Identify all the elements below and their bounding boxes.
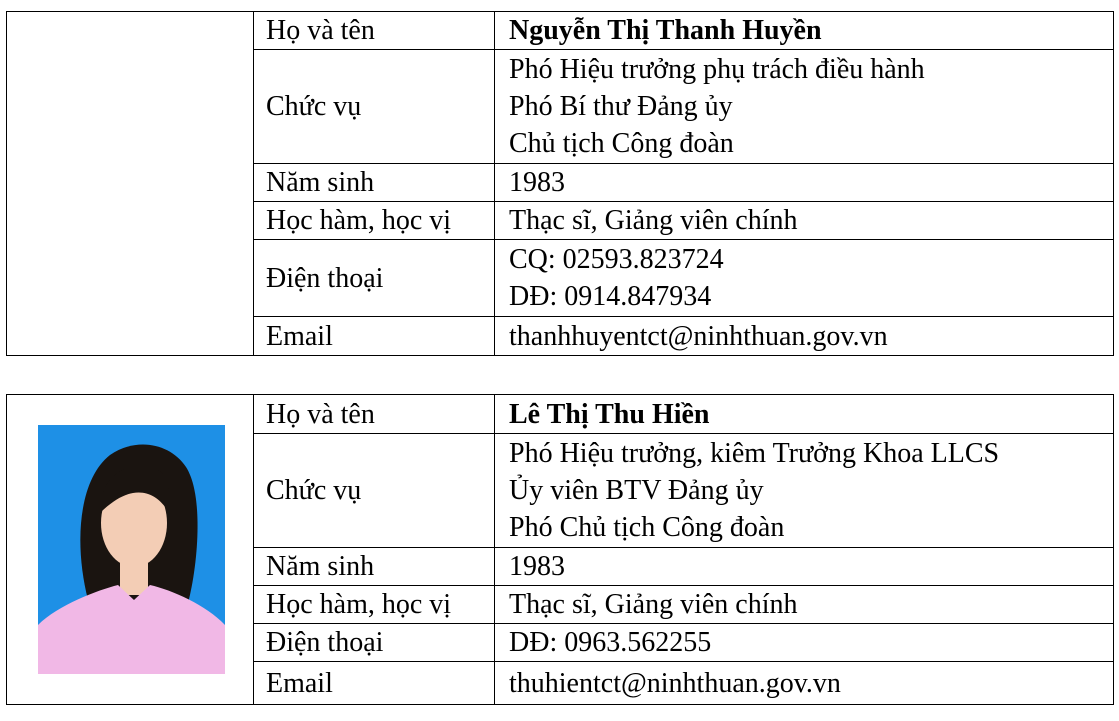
phone-line: DĐ: 0963.562255 (509, 627, 712, 658)
value-phones (495, 624, 1114, 662)
value-degree: Thạc sĩ, Giảng viên chính (495, 586, 1114, 624)
position-line: Phó Chủ tịch Công đoàn (509, 512, 785, 543)
label-position: Chức vụ (254, 434, 495, 548)
value-positions (495, 50, 1114, 164)
label-degree: Học hàm, học vị (254, 202, 495, 240)
label-email: Email (254, 317, 495, 356)
profile-table-2 (6, 394, 1114, 705)
photo-cell (7, 395, 254, 705)
label-birth-year: Năm sinh (254, 164, 495, 202)
phone-line: CQ: 02593.823724 (509, 244, 724, 275)
position-line: Chủ tịch Công đoàn (509, 128, 734, 159)
label-phone: Điện thoại (254, 624, 495, 662)
position-line: Ủy viên BTV Đảng ủy (509, 475, 764, 506)
label-degree: Học hàm, học vị (254, 586, 495, 624)
value-birth-year: 1983 (495, 164, 1114, 202)
position-line: Phó Hiệu trưởng, kiêm Trưởng Khoa LLCS (509, 438, 1000, 469)
label-name: Họ và tên (254, 395, 495, 434)
position-line: Phó Hiệu trưởng phụ trách điều hành (509, 54, 925, 85)
profile-table-1 (6, 11, 1114, 356)
phone-line: DĐ: 0914.847934 (509, 281, 712, 312)
value-positions (495, 434, 1114, 548)
position-line: Phó Bí thư Đảng ủy (509, 91, 733, 122)
label-phone: Điện thoại (254, 240, 495, 317)
photo-cell-empty (7, 12, 254, 356)
label-position: Chức vụ (254, 50, 495, 164)
label-birth-year: Năm sinh (254, 548, 495, 586)
label-name: Họ và tên (254, 12, 495, 50)
value-name: Nguyễn Thị Thanh Huyền (495, 12, 1114, 50)
value-phones (495, 240, 1114, 317)
portrait-photo (38, 425, 225, 674)
value-degree: Thạc sĩ, Giảng viên chính (495, 202, 1114, 240)
value-name: Lê Thị Thu Hiền (495, 395, 1114, 434)
value-birth-year: 1983 (495, 548, 1114, 586)
value-email: thuhientct@ninhthuan.gov.vn (495, 662, 1114, 705)
value-email: thanhhuyentct@ninhthuan.gov.vn (495, 317, 1114, 356)
label-email: Email (254, 662, 495, 705)
